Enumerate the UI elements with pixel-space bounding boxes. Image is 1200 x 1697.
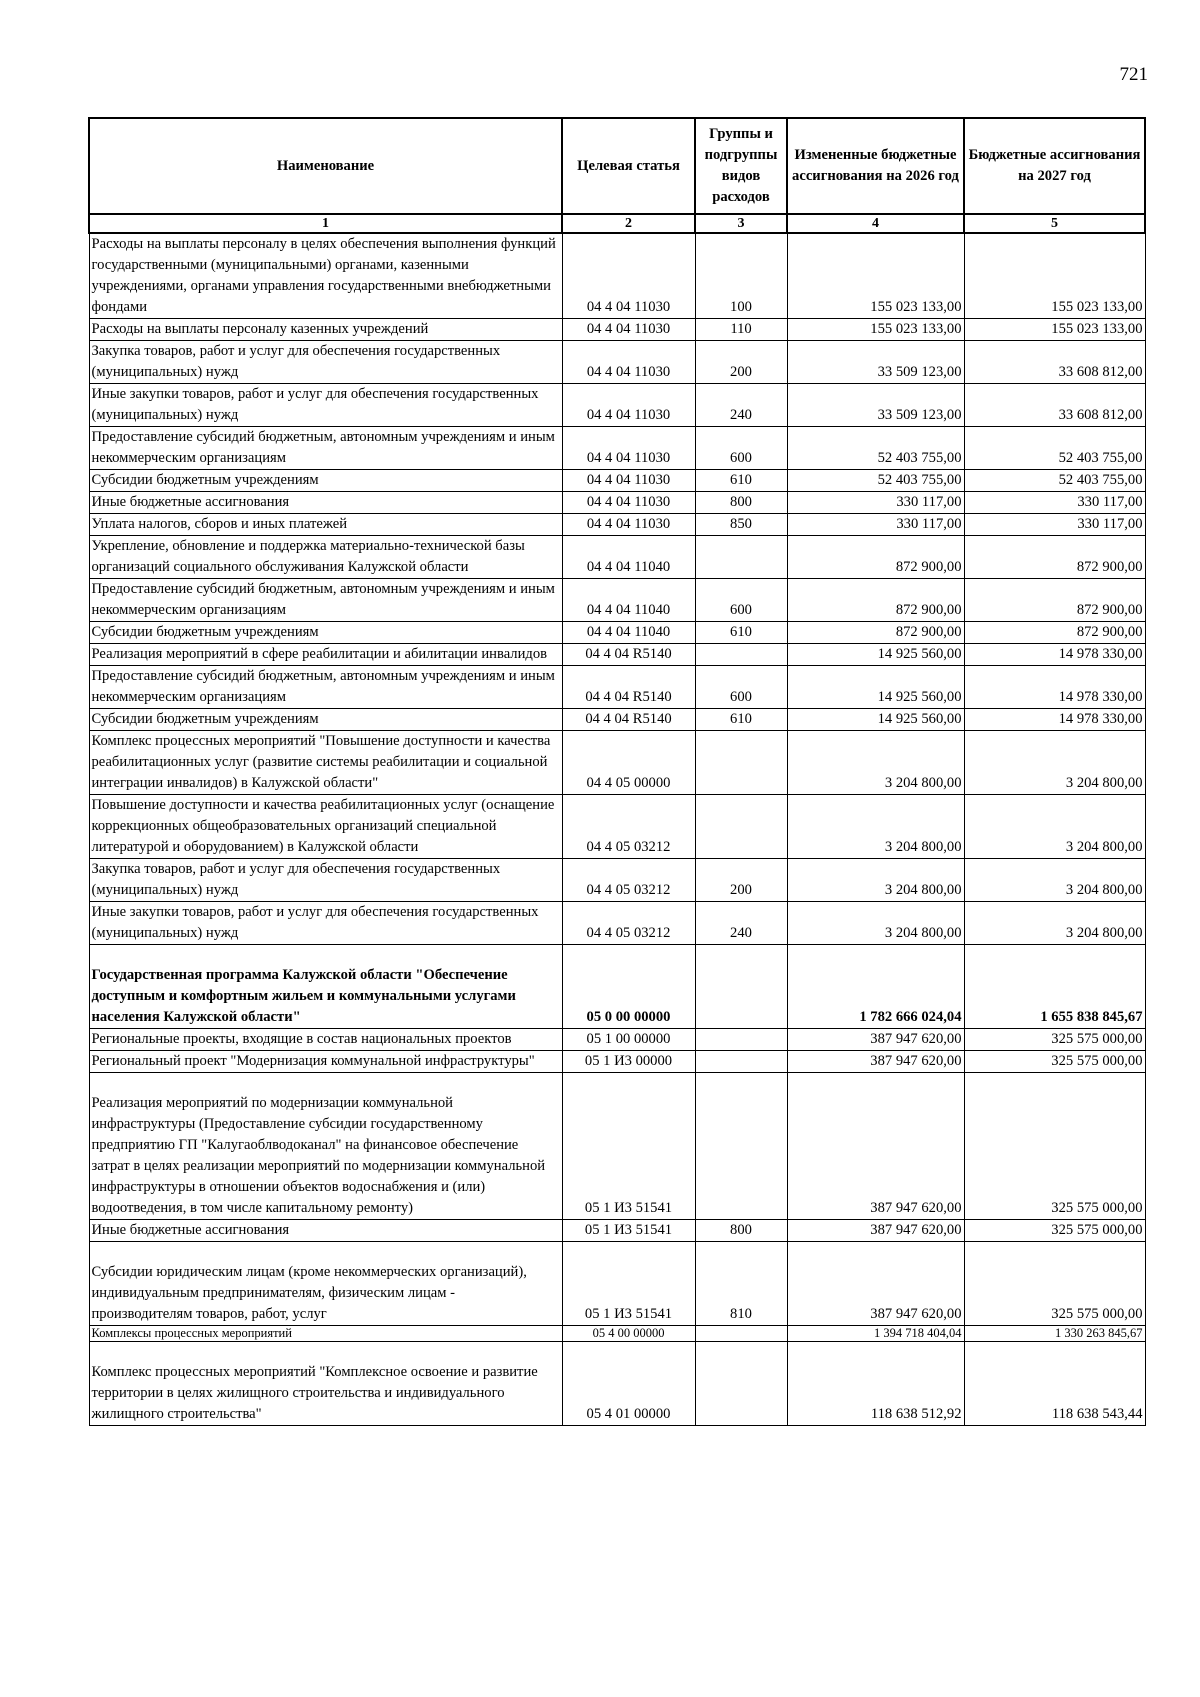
- row-amount-2026: 1 394 718 404,04: [787, 1326, 964, 1342]
- row-target-article: 04 4 04 11030: [562, 492, 695, 514]
- column-number: 3: [695, 214, 787, 233]
- row-expense-group: [695, 536, 787, 579]
- row-amount-2027: 14 978 330,00: [964, 666, 1145, 709]
- table-row: [89, 341, 1145, 384]
- row-amount-2026: 387 947 620,00: [787, 1051, 964, 1073]
- row-expense-group: 600: [695, 579, 787, 622]
- row-target-article: 05 1 И3 51541: [562, 1073, 695, 1220]
- table-row: [89, 622, 1145, 644]
- row-amount-2026: 3 204 800,00: [787, 731, 964, 795]
- table-row: [89, 470, 1145, 492]
- row-name: Региональный проект "Модернизация коммунальной инфраструктуры": [89, 1051, 562, 1073]
- header-allocations-2026: Измененные бюджетные ассигнования на 2026 год: [787, 118, 964, 214]
- row-target-article: 05 1 И3 00000: [562, 1051, 695, 1073]
- row-amount-2026: 3 204 800,00: [787, 795, 964, 859]
- row-target-article: 05 1 И3 51541: [562, 1242, 695, 1326]
- row-amount-2027: 330 117,00: [964, 492, 1145, 514]
- row-amount-2027: 330 117,00: [964, 514, 1145, 536]
- row-amount-2026: 14 925 560,00: [787, 666, 964, 709]
- row-expense-group: 610: [695, 709, 787, 731]
- row-amount-2027: 14 978 330,00: [964, 709, 1145, 731]
- row-target-article: 04 4 04 11030: [562, 470, 695, 492]
- row-amount-2026: 52 403 755,00: [787, 470, 964, 492]
- row-name: Субсидии бюджетным учреждениям: [89, 622, 562, 644]
- table-row: [89, 1051, 1145, 1073]
- row-target-article: 04 4 04 11030: [562, 514, 695, 536]
- row-expense-group: 200: [695, 859, 787, 902]
- row-expense-group: 200: [695, 341, 787, 384]
- table-row: [89, 1220, 1145, 1242]
- row-target-article: 05 1 И3 51541: [562, 1220, 695, 1242]
- row-amount-2027: 872 900,00: [964, 622, 1145, 644]
- row-amount-2027: 3 204 800,00: [964, 859, 1145, 902]
- table-row: [89, 514, 1145, 536]
- table-row: [89, 536, 1145, 579]
- row-name: Расходы на выплаты персоналу в целях обеспечения выполнения функций государственными (муниципальными) органами, казенными учреждениями, органами управления государственными внебюджетными фондами: [89, 233, 562, 319]
- row-name: Субсидии бюджетным учреждениям: [89, 470, 562, 492]
- row-target-article: 04 4 04 R5140: [562, 644, 695, 666]
- table-row: [89, 859, 1145, 902]
- row-amount-2026: 330 117,00: [787, 492, 964, 514]
- table-row: [89, 384, 1145, 427]
- table-row: [89, 709, 1145, 731]
- table-header-row: [89, 118, 1145, 214]
- row-name: Закупка товаров, работ и услуг для обеспечения государственных (муниципальных) нужд: [89, 341, 562, 384]
- row-amount-2027: 3 204 800,00: [964, 795, 1145, 859]
- row-target-article: 04 4 04 R5140: [562, 709, 695, 731]
- row-amount-2026: 1 782 666 024,04: [787, 945, 964, 1029]
- row-target-article: 04 4 05 03212: [562, 859, 695, 902]
- row-name: Субсидии юридическим лицам (кроме некоммерческих организаций), индивидуальным предпринимателям, физическим лицам - производителям товаров, работ, услуг: [89, 1242, 562, 1326]
- row-expense-group: [695, 795, 787, 859]
- row-name: Предоставление субсидий бюджетным, автономным учреждениям и иным некоммерческим организациям: [89, 427, 562, 470]
- table-body: [89, 233, 1145, 1426]
- row-expense-group: [695, 1029, 787, 1051]
- column-number-row: [89, 214, 1145, 233]
- column-number: 4: [787, 214, 964, 233]
- row-amount-2026: 3 204 800,00: [787, 902, 964, 945]
- row-expense-group: [695, 644, 787, 666]
- row-amount-2027: 325 575 000,00: [964, 1073, 1145, 1220]
- row-target-article: 04 4 04 11030: [562, 319, 695, 341]
- row-amount-2027: 33 608 812,00: [964, 384, 1145, 427]
- row-amount-2026: 872 900,00: [787, 579, 964, 622]
- table-row: [89, 795, 1145, 859]
- table-row: [89, 731, 1145, 795]
- row-amount-2027: 155 023 133,00: [964, 319, 1145, 341]
- row-name: Государственная программа Калужской области "Обеспечение доступным и комфортным жильем и коммунальными услугами населения Калужской области": [89, 945, 562, 1029]
- column-number: 5: [964, 214, 1145, 233]
- row-expense-group: [695, 1326, 787, 1342]
- row-name: Иные бюджетные ассигнования: [89, 492, 562, 514]
- table-row: [89, 492, 1145, 514]
- row-amount-2027: 325 575 000,00: [964, 1220, 1145, 1242]
- row-amount-2026: 872 900,00: [787, 536, 964, 579]
- row-amount-2027: 325 575 000,00: [964, 1051, 1145, 1073]
- row-expense-group: 610: [695, 470, 787, 492]
- page-number: 721: [1119, 64, 1148, 85]
- row-amount-2027: 3 204 800,00: [964, 902, 1145, 945]
- row-expense-group: 600: [695, 666, 787, 709]
- header-target-article: Целевая статья: [562, 118, 695, 214]
- row-name: Иные закупки товаров, работ и услуг для обеспечения государственных (муниципальных) нужд: [89, 902, 562, 945]
- row-amount-2026: 330 117,00: [787, 514, 964, 536]
- row-name: Расходы на выплаты персоналу казенных учреждений: [89, 319, 562, 341]
- row-target-article: 04 4 04 11040: [562, 536, 695, 579]
- row-expense-group: [695, 1073, 787, 1220]
- row-target-article: 04 4 05 03212: [562, 795, 695, 859]
- row-target-article: 04 4 05 03212: [562, 902, 695, 945]
- row-name: Реализация мероприятий по модернизации коммунальной инфраструктуры (Предоставление субсидии государственному предприятию ГП "Калугаоблводоканал" на финансовое обеспечение затрат в целях реализации мероприятий по модернизации коммунальной инфраструктуры в отношении объектов водоснабжения и (или) водоотведения, в том числе капитальному ремонту): [89, 1073, 562, 1220]
- row-expense-group: 100: [695, 233, 787, 319]
- row-amount-2027: 3 204 800,00: [964, 731, 1145, 795]
- row-expense-group: 240: [695, 902, 787, 945]
- table-row: [89, 644, 1145, 666]
- row-name: Региональные проекты, входящие в состав национальных проектов: [89, 1029, 562, 1051]
- header-allocations-2027: Бюджетные ассигнования на 2027 год: [964, 118, 1145, 214]
- column-number: 2: [562, 214, 695, 233]
- row-amount-2027: 14 978 330,00: [964, 644, 1145, 666]
- table-row: [89, 1242, 1145, 1326]
- row-target-article: 05 1 00 00000: [562, 1029, 695, 1051]
- header-name: Наименование: [89, 118, 562, 214]
- row-target-article: 04 4 04 11030: [562, 384, 695, 427]
- table-row: [89, 1029, 1145, 1051]
- row-amount-2027: 52 403 755,00: [964, 427, 1145, 470]
- row-target-article: 04 4 04 11040: [562, 579, 695, 622]
- row-expense-group: [695, 1342, 787, 1426]
- row-expense-group: 810: [695, 1242, 787, 1326]
- table-row: [89, 945, 1145, 1029]
- row-target-article: 04 4 04 11040: [562, 622, 695, 644]
- row-name: Комплекс процессных мероприятий "Комплексное освоение и развитие территории в целях жилищного строительства и индивидуального жилищного строительства": [89, 1342, 562, 1426]
- row-name: Комплекс процессных мероприятий "Повышение доступности и качества реабилитационных услуг (развитие системы реабилитации и социальной интеграции инвалидов) в Калужской области": [89, 731, 562, 795]
- table-row: [89, 902, 1145, 945]
- row-expense-group: [695, 1051, 787, 1073]
- row-amount-2026: 387 947 620,00: [787, 1029, 964, 1051]
- row-amount-2026: 155 023 133,00: [787, 319, 964, 341]
- table-row: [89, 579, 1145, 622]
- row-name: Укрепление, обновление и поддержка материально-технической базы организаций социального обслуживания Калужской области: [89, 536, 562, 579]
- row-expense-group: 600: [695, 427, 787, 470]
- row-amount-2027: 155 023 133,00: [964, 233, 1145, 319]
- row-target-article: 05 4 01 00000: [562, 1342, 695, 1426]
- table-row: [89, 1073, 1145, 1220]
- row-name: Субсидии бюджетным учреждениям: [89, 709, 562, 731]
- table-row: [89, 1326, 1145, 1342]
- row-amount-2027: 325 575 000,00: [964, 1242, 1145, 1326]
- row-expense-group: 610: [695, 622, 787, 644]
- row-amount-2027: 1 330 263 845,67: [964, 1326, 1145, 1342]
- row-amount-2026: 52 403 755,00: [787, 427, 964, 470]
- row-expense-group: 110: [695, 319, 787, 341]
- row-amount-2027: 118 638 543,44: [964, 1342, 1145, 1426]
- row-target-article: 05 4 00 00000: [562, 1326, 695, 1342]
- budget-table: [88, 117, 1146, 1426]
- row-name: Закупка товаров, работ и услуг для обеспечения государственных (муниципальных) нужд: [89, 859, 562, 902]
- row-amount-2026: 14 925 560,00: [787, 644, 964, 666]
- row-expense-group: 800: [695, 1220, 787, 1242]
- row-amount-2026: 33 509 123,00: [787, 341, 964, 384]
- header-expense-groups: Группы и подгруппы видов расходов: [695, 118, 787, 214]
- table-row: [89, 233, 1145, 319]
- row-target-article: 04 4 04 11030: [562, 341, 695, 384]
- row-name: Уплата налогов, сборов и иных платежей: [89, 514, 562, 536]
- row-name: Иные закупки товаров, работ и услуг для обеспечения государственных (муниципальных) нужд: [89, 384, 562, 427]
- row-amount-2027: 52 403 755,00: [964, 470, 1145, 492]
- column-number: 1: [89, 214, 562, 233]
- table-row: [89, 1342, 1145, 1426]
- row-name: Реализация мероприятий в сфере реабилитации и абилитации инвалидов: [89, 644, 562, 666]
- row-amount-2026: 155 023 133,00: [787, 233, 964, 319]
- table-row: [89, 319, 1145, 341]
- row-target-article: 04 4 05 00000: [562, 731, 695, 795]
- row-amount-2026: 387 947 620,00: [787, 1242, 964, 1326]
- row-expense-group: 240: [695, 384, 787, 427]
- row-expense-group: 850: [695, 514, 787, 536]
- row-amount-2026: 387 947 620,00: [787, 1073, 964, 1220]
- row-target-article: 04 4 04 R5140: [562, 666, 695, 709]
- row-amount-2027: 33 608 812,00: [964, 341, 1145, 384]
- row-target-article: 04 4 04 11030: [562, 233, 695, 319]
- row-name: Повышение доступности и качества реабилитационных услуг (оснащение коррекционных общеобразовательных организаций специальной литературой и оборудованием) в Калужской области: [89, 795, 562, 859]
- row-expense-group: [695, 945, 787, 1029]
- row-amount-2027: 325 575 000,00: [964, 1029, 1145, 1051]
- row-amount-2026: 14 925 560,00: [787, 709, 964, 731]
- row-amount-2027: 872 900,00: [964, 579, 1145, 622]
- row-amount-2026: 33 509 123,00: [787, 384, 964, 427]
- row-amount-2026: 387 947 620,00: [787, 1220, 964, 1242]
- table-row: [89, 427, 1145, 470]
- row-amount-2027: 872 900,00: [964, 536, 1145, 579]
- row-amount-2026: 872 900,00: [787, 622, 964, 644]
- row-target-article: 04 4 04 11030: [562, 427, 695, 470]
- row-name: Комплексы процессных мероприятий: [89, 1326, 562, 1342]
- row-expense-group: [695, 731, 787, 795]
- row-name: Иные бюджетные ассигнования: [89, 1220, 562, 1242]
- row-amount-2027: 1 655 838 845,67: [964, 945, 1145, 1029]
- table-row: [89, 666, 1145, 709]
- row-name: Предоставление субсидий бюджетным, автономным учреждениям и иным некоммерческим организациям: [89, 666, 562, 709]
- row-amount-2026: 3 204 800,00: [787, 859, 964, 902]
- row-amount-2026: 118 638 512,92: [787, 1342, 964, 1426]
- row-expense-group: 800: [695, 492, 787, 514]
- row-target-article: 05 0 00 00000: [562, 945, 695, 1029]
- row-name: Предоставление субсидий бюджетным, автономным учреждениям и иным некоммерческим организациям: [89, 579, 562, 622]
